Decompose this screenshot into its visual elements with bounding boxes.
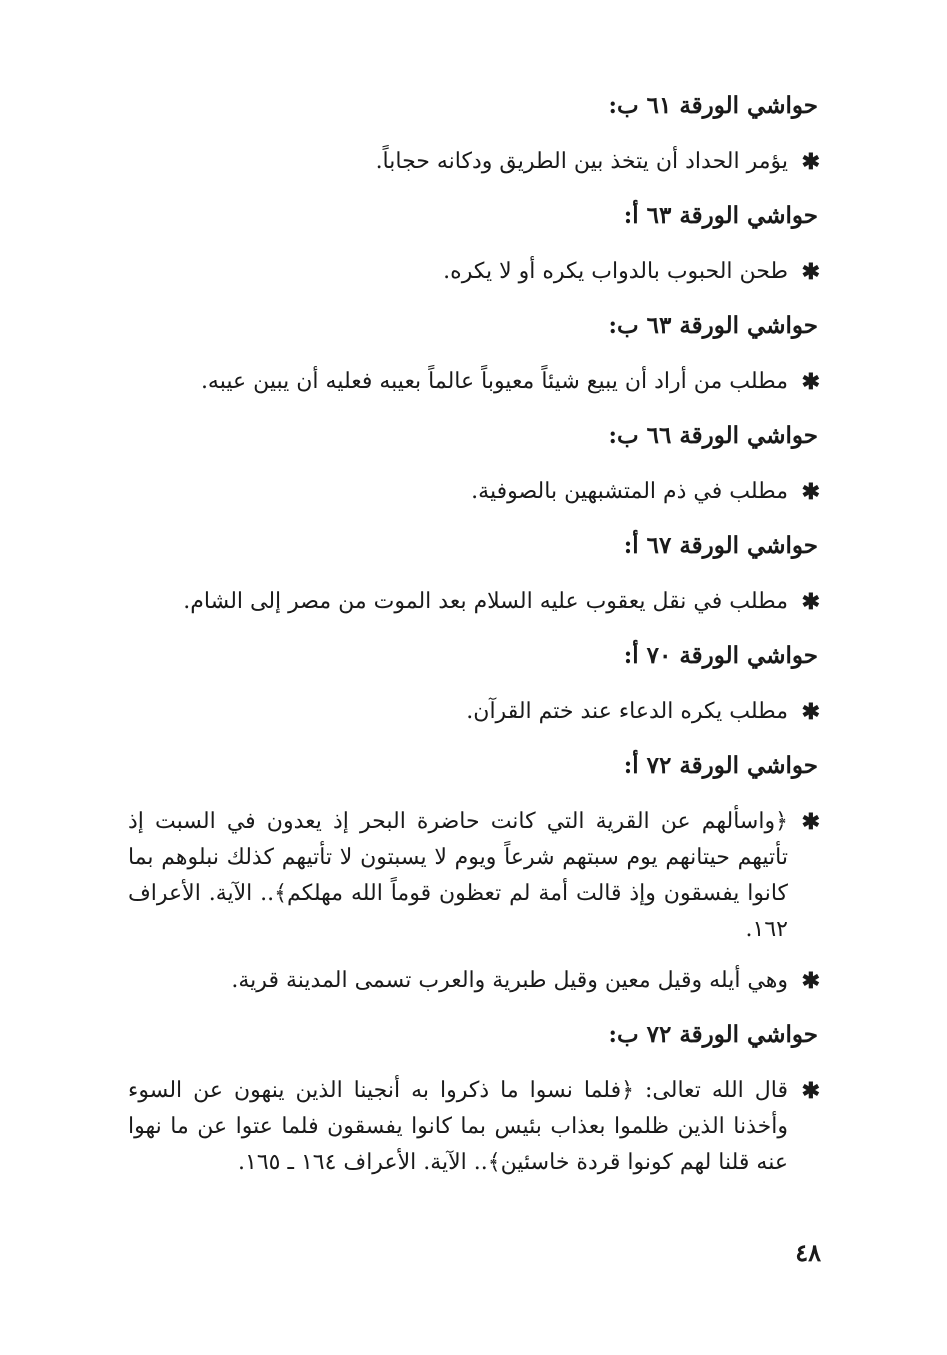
note-text: مطلب يكره الدعاء عند ختم القرآن. (466, 699, 788, 724)
section-heading: حواشي الورقة ٧٢ أ: (623, 752, 818, 779)
note-item (128, 1073, 822, 1181)
section-67a (128, 528, 822, 638)
asterisk-bullet-icon: ✱ (801, 479, 820, 505)
asterisk-bullet-icon: ✱ (801, 809, 820, 835)
section-heading: حواشي الورقة ٦١ ب: (608, 92, 818, 119)
note-text: مطلب في ذم المتشبهين بالصوفية. (471, 479, 788, 504)
section-heading: حواشي الورقة ٦٧ أ: (623, 532, 818, 559)
note-text: قال الله تعالى: ﴿فلما نسوا ما ذكروا به أنجينا الذين ينهون عن السوء وأخذنا الذين ظلموا بعذاب بئيس بما كانوا يفسقون فلما عتوا عن ما نهوا عنه قلنا لهم كونوا قردة خاسئين﴾.. الآية. الأعراف ١٦٤ ـ ١٦٥. (128, 1078, 788, 1175)
note-item (128, 364, 822, 400)
asterisk-bullet-icon: ✱ (801, 589, 820, 615)
section-heading: حواشي الورقة ٦٦ ب: (608, 422, 818, 449)
section-72a (128, 748, 822, 1017)
note-text: مطلب من أراد أن يبيع شيئاً معيوباً عالماً بعيبه فعليه أن يبين عيبه. (200, 369, 788, 394)
asterisk-bullet-icon: ✱ (801, 259, 820, 285)
note-text: مطلب في نقل يعقوب عليه السلام بعد الموت من مصر إلى الشام. (183, 589, 788, 614)
section-70a (128, 638, 822, 748)
note-text: طحن الحبوب بالدواب يكره أو لا يكره. (443, 259, 788, 284)
asterisk-bullet-icon: ✱ (801, 968, 820, 994)
section-63b (128, 308, 822, 418)
page-number: ٤٨ (795, 1238, 821, 1267)
section-heading: حواشي الورقة ٧٢ ب: (608, 1021, 818, 1048)
section-66b (128, 418, 822, 528)
section-61b (128, 88, 822, 198)
section-63a (128, 198, 822, 308)
note-item (128, 694, 822, 730)
asterisk-bullet-icon: ✱ (801, 369, 820, 395)
section-heading: حواشي الورقة ٦٣ أ: (623, 202, 818, 229)
asterisk-bullet-icon: ✱ (801, 699, 820, 725)
note-item (128, 474, 822, 510)
note-item (128, 804, 822, 948)
section-heading: حواشي الورقة ٦٣ ب: (608, 312, 818, 339)
page-content (128, 88, 822, 1181)
asterisk-bullet-icon: ✱ (801, 1078, 820, 1104)
note-item (128, 254, 822, 290)
section-heading: حواشي الورقة ٧٠ أ: (623, 642, 818, 669)
section-72b (128, 1017, 822, 1181)
note-text: وهي أيله وقيل معين وقيل طبرية والعرب تسمى المدينة قرية. (231, 968, 788, 993)
note-item (128, 144, 822, 180)
note-item (128, 963, 822, 999)
note-text: يؤمر الحداد أن يتخذ بين الطريق ودكانه حجاباً. (375, 149, 788, 174)
asterisk-bullet-icon: ✱ (801, 149, 820, 175)
note-item (128, 584, 822, 620)
note-text: ﴿واسألهم عن القرية التي كانت حاضرة البحر إذ يعدون في السبت إذ تأتيهم حيتانهم يوم سبتهم شرعاً ويوم لا يسبتون لا تأتيهم كذلك نبلوهم بما كانوا يفسقون وإذ قالت أمة لم تعظون قوماً الله مهلكم﴾.. الآية. الأعراف ١٦٢. (128, 809, 788, 942)
